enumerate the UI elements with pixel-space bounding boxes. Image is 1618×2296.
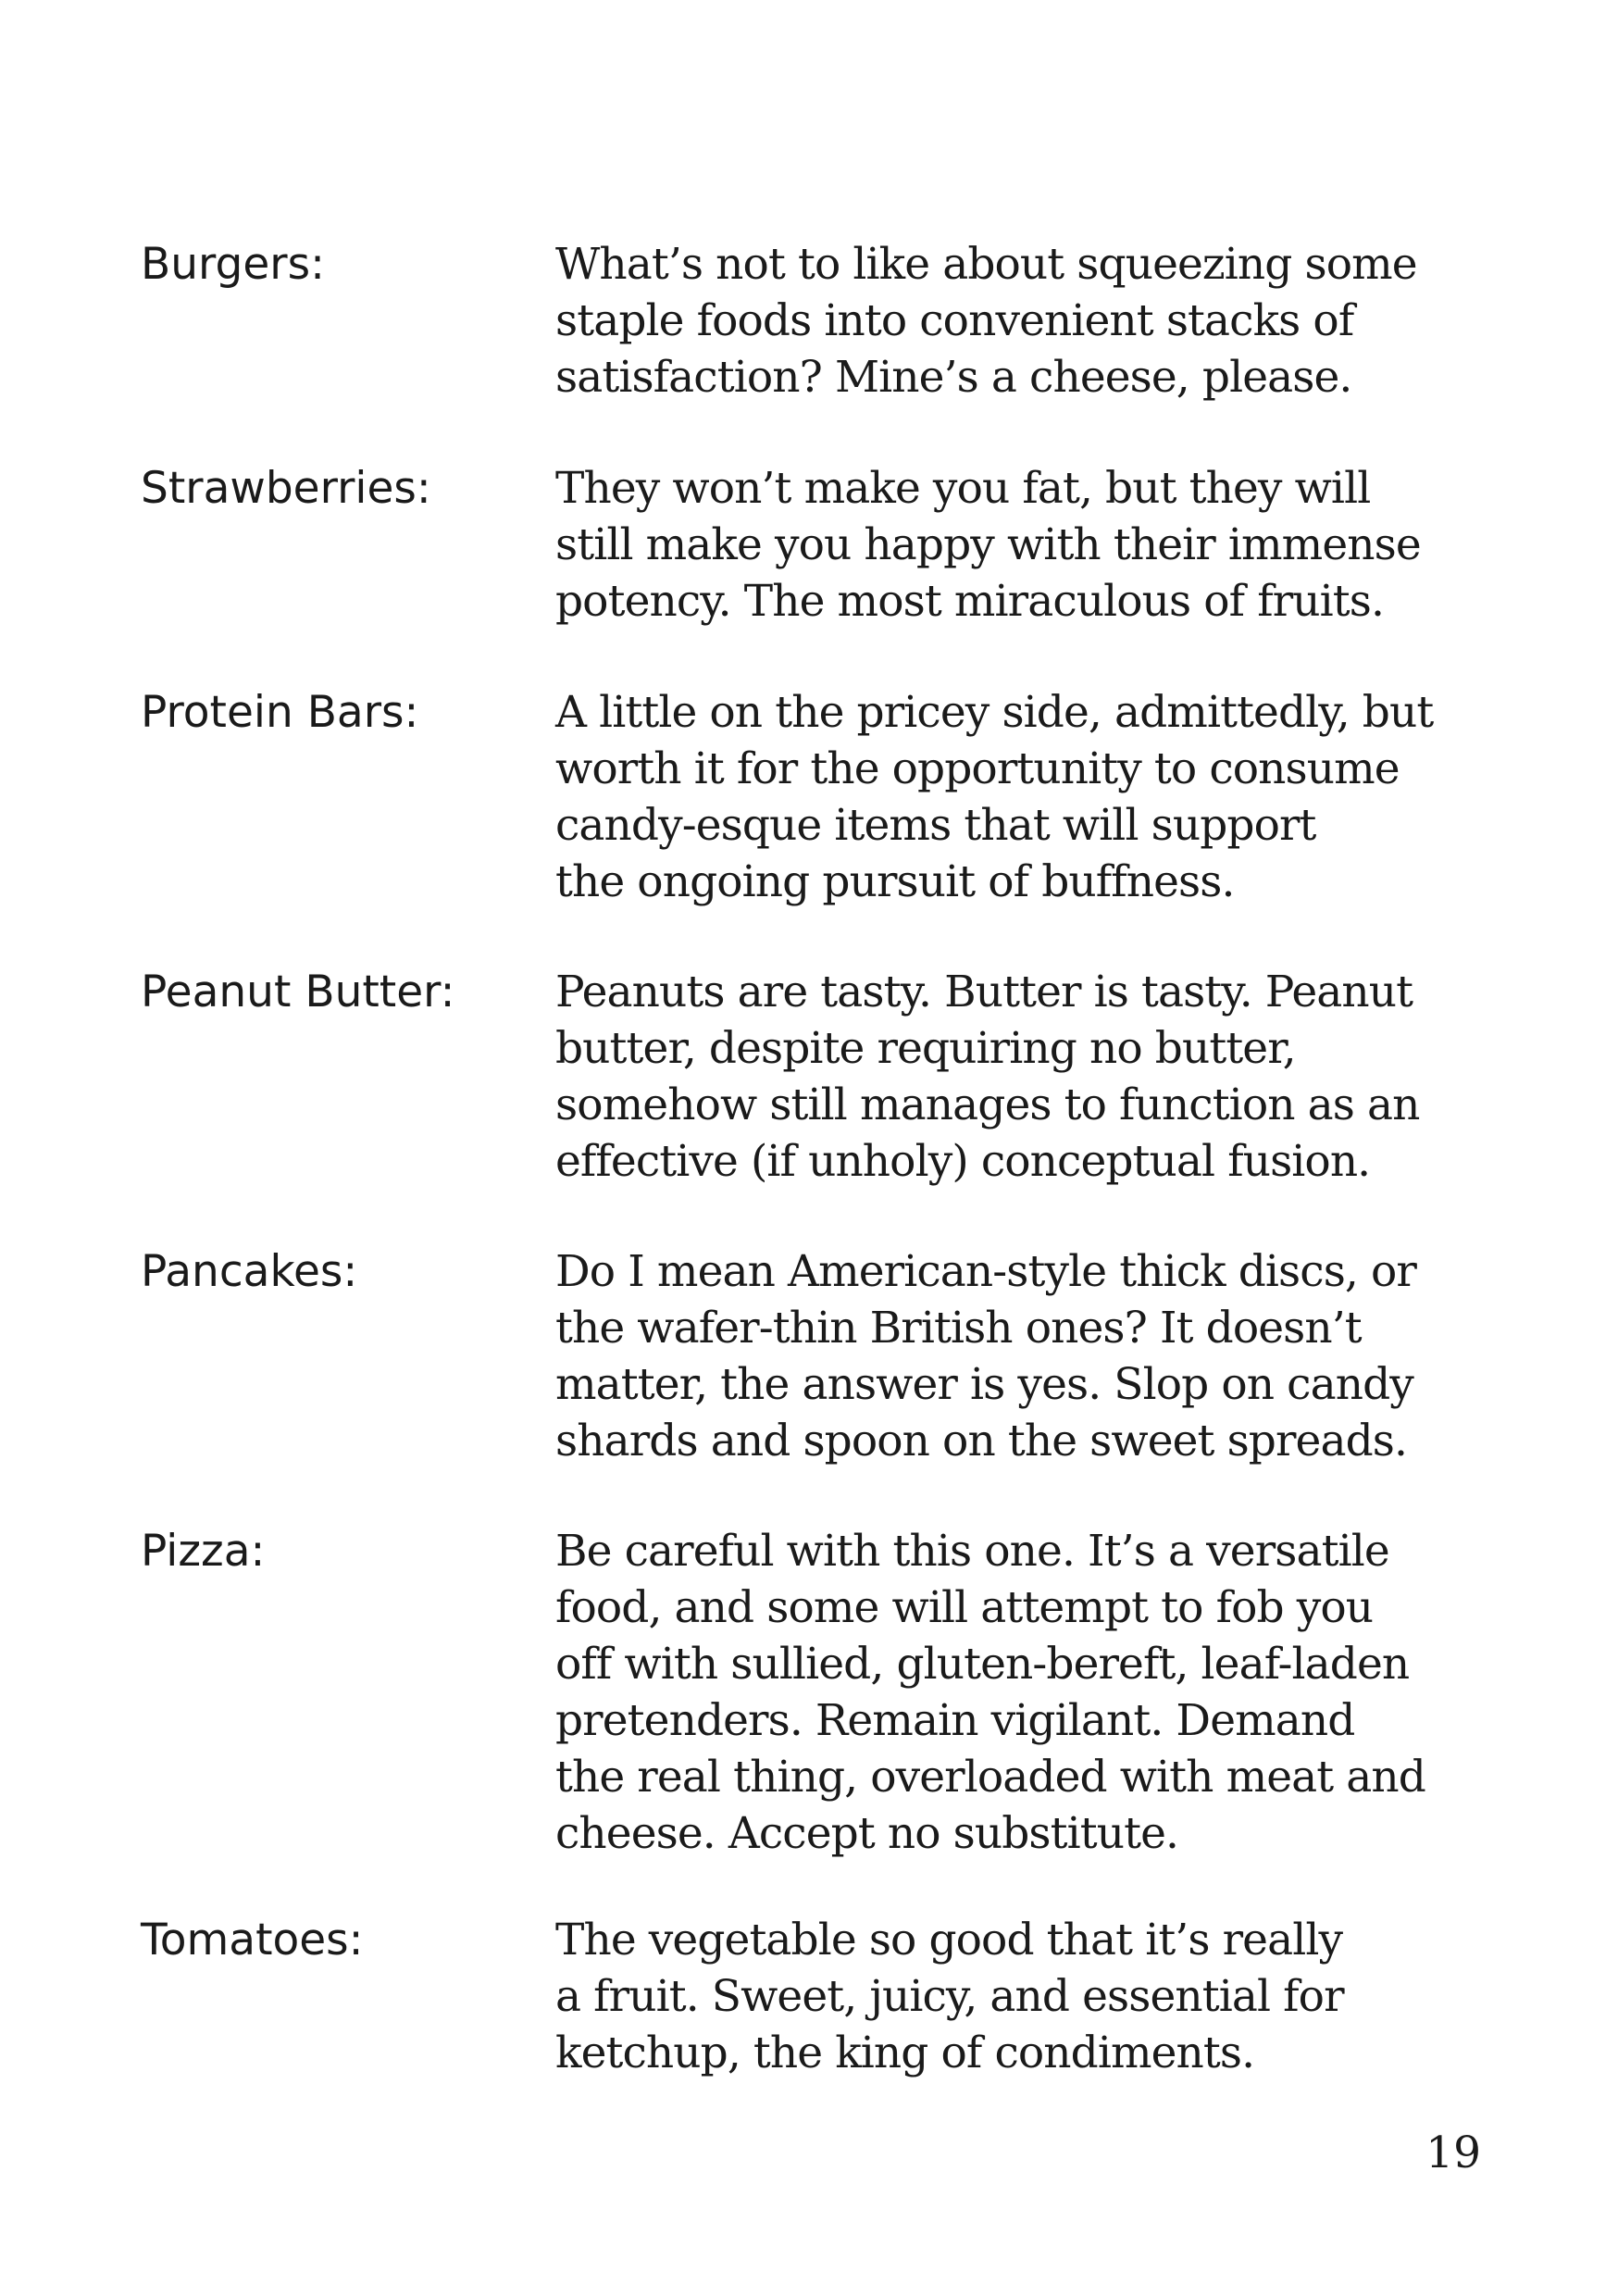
description-line: staple foods into convenient stacks of — [555, 295, 1354, 346]
description-line: butter, despite requiring no butter, — [555, 1023, 1296, 1074]
entry-term: Peanut Butter: — [141, 967, 455, 1017]
description-line: Peanuts are tasty. Butter is tasty. Peanut — [555, 967, 1413, 1017]
description-line: still make you happy with their immense — [555, 519, 1421, 570]
description-line: cheese. Accept no substitute. — [555, 1808, 1179, 1859]
description-line: somehow still manages to function as an — [555, 1079, 1420, 1130]
description-line: effective (if unholy) conceptual fusion. — [555, 1136, 1371, 1187]
entry-description — [555, 236, 1500, 406]
description-line: candy-esque items that will support — [555, 800, 1316, 851]
description-line: the real thing, overloaded with meat and — [555, 1752, 1425, 1803]
entry-term: Protein Bars: — [141, 687, 419, 738]
description-line: matter, the answer is yes. Slop on candy — [555, 1359, 1413, 1410]
description-line: What’s not to like about squeezing some — [555, 239, 1417, 290]
description-line: A little on the pricey side, admittedly, but — [555, 687, 1434, 738]
entry-term: Pancakes: — [141, 1246, 358, 1297]
description-line: The vegetable so good that it’s really — [555, 1915, 1343, 1965]
entry-term: Strawberries: — [141, 463, 431, 514]
description-line: off with sullied, gluten-bereft, leaf-laden — [555, 1639, 1410, 1690]
description-line: Be careful with this one. It’s a versatile — [555, 1526, 1389, 1577]
description-line: satisfaction? Mine’s a cheese, please. — [555, 352, 1352, 403]
entry-description — [555, 684, 1500, 910]
description-line: pretenders. Remain vigilant. Demand — [555, 1695, 1355, 1746]
description-line: a fruit. Sweet, juicy, and essential for — [555, 1971, 1344, 2022]
entry-description — [555, 1523, 1500, 1862]
description-line: Do I mean American-style thick discs, or — [555, 1246, 1416, 1297]
entry-description — [555, 1243, 1500, 1469]
page-number: 19 — [1425, 2128, 1481, 2178]
description-line: They won’t make you fat, but they will — [555, 463, 1371, 514]
description-line: worth it for the opportunity to consume — [555, 743, 1400, 794]
entry-description — [555, 1912, 1500, 2081]
description-line: food, and some will attempt to fob you — [555, 1582, 1374, 1633]
description-line: ketchup, the king of condiments. — [555, 2028, 1255, 2078]
entry-term: Tomatoes: — [141, 1915, 364, 1965]
entry-description — [555, 964, 1500, 1190]
description-line: shards and spoon on the sweet spreads. — [555, 1416, 1408, 1466]
description-line: the ongoing pursuit of buffness. — [555, 856, 1235, 907]
entry-term: Burgers: — [141, 239, 325, 290]
description-line: potency. The most miraculous of fruits. — [555, 576, 1385, 627]
description-line: the wafer-thin British ones? It doesn’t — [555, 1303, 1362, 1354]
entry-term: Pizza: — [141, 1526, 266, 1577]
entry-description — [555, 460, 1500, 630]
